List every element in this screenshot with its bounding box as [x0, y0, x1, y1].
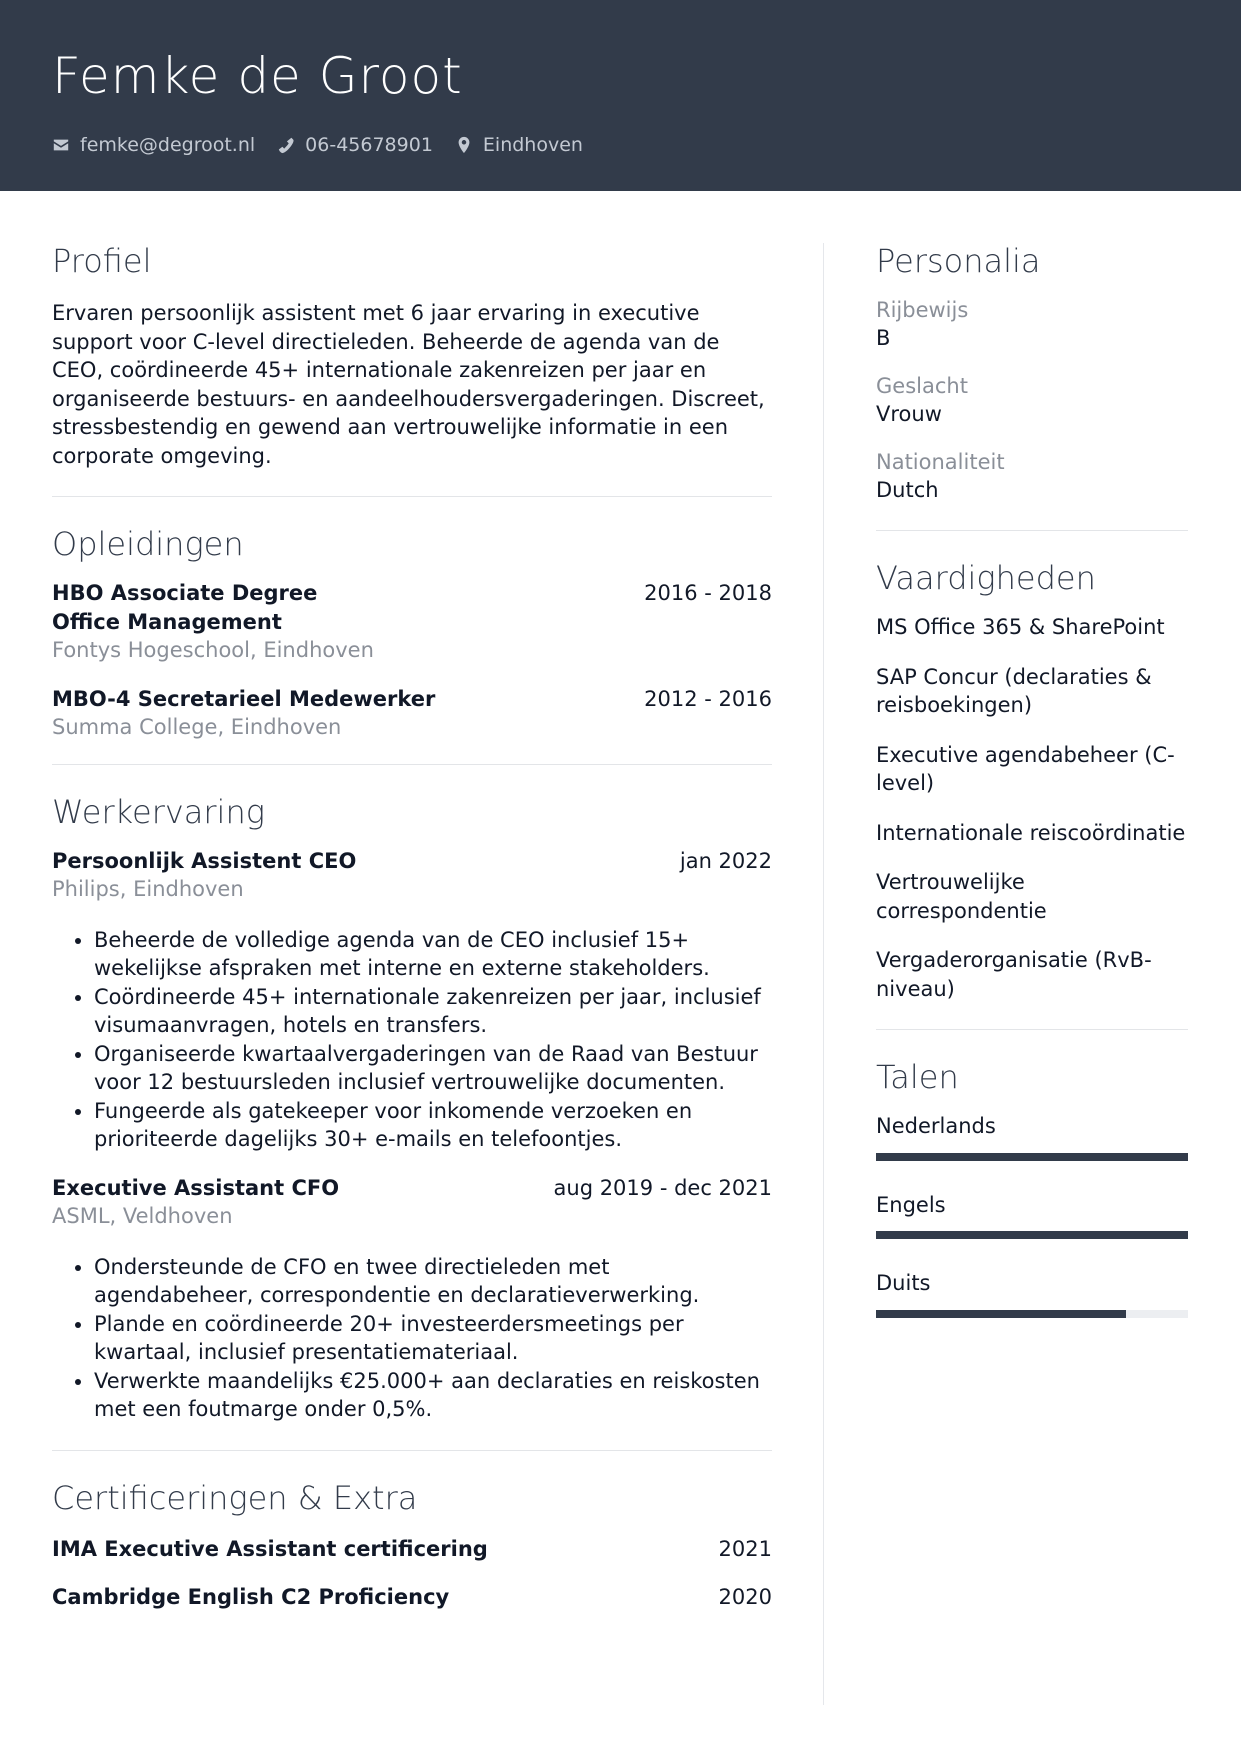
section-divider	[52, 1450, 772, 1451]
section-title-skills: Vaardigheden	[876, 559, 1096, 597]
languages-section	[876, 1054, 1188, 1318]
contact-location	[455, 134, 583, 156]
education-title: HBO Associate Degree Office Management	[52, 581, 318, 634]
certification-item	[52, 1583, 772, 1612]
skill-item: Vergaderorganisatie (RvB-niveau)	[876, 948, 1152, 1001]
location-text: Eindhoven	[482, 134, 583, 156]
section-divider	[52, 764, 772, 765]
personal-value: B	[876, 326, 891, 350]
envelope-icon	[52, 136, 70, 154]
sidebar-column	[876, 238, 1188, 1318]
personal-value: Dutch	[876, 478, 939, 502]
education-school: Fontys Hogeschool, Eindhoven	[52, 638, 374, 662]
bullet-item: • Ondersteunde de CFO en twee directieleden met agendabeheer, correspondentie en declaratieverwerking.	[94, 1253, 772, 1310]
language-level-fill	[876, 1231, 1188, 1239]
bullet-item: • Fungeerde als gatekeeper voor inkomende verzoeken en prioriteerde dagelijks 30+ e-mails en telefoontjes.	[94, 1097, 772, 1154]
skill-item: SAP Concur (declaraties & reisboekingen)	[876, 664, 1152, 717]
certification-date: 2020	[718, 1585, 772, 1609]
education-date: 2012 - 2016	[644, 686, 772, 711]
education-school: Summa College, Eindhoven	[52, 715, 342, 739]
contact-email	[52, 134, 255, 156]
section-divider	[876, 1029, 1188, 1030]
language-item	[876, 1191, 1188, 1240]
experience-section	[52, 789, 772, 1424]
job-company: ASML, Veldhoven	[52, 1204, 233, 1228]
education-title: MBO-4 Secretarieel Medewerker	[52, 686, 436, 711]
map-pin-icon	[455, 136, 473, 154]
section-title-languages: Talen	[876, 1058, 959, 1096]
profile-section	[52, 238, 772, 470]
bullet-item: • Organiseerde kwartaalvergaderingen van de Raad van Bestuur voor 12 bestuursleden inclusief vertrouwelijke documenten.	[94, 1040, 772, 1097]
section-title-experience: Werkervaring	[52, 792, 265, 831]
section-divider	[876, 530, 1188, 531]
phone-text: 06-45678901	[305, 134, 433, 156]
skill-item: Executive agendabeheer (C-level)	[876, 742, 1175, 795]
language-name: Nederlands	[876, 1114, 996, 1138]
certifications-section	[52, 1475, 772, 1612]
personal-label: Rijbewijs	[876, 298, 969, 322]
bullet-item: • Coördineerde 45+ internationale zakenreizen per jaar, inclusief visumaanvragen, hotels en transfers.	[94, 983, 772, 1040]
experience-item	[52, 847, 772, 1154]
certification-title: IMA Executive Assistant certificering	[52, 1536, 488, 1561]
section-title-personal: Personalia	[876, 242, 1041, 280]
bullet-item: • Beheerde de volledige agenda van de CEO inclusief 15+ wekelijkse afspraken met interne en externe stakeholders.	[94, 926, 772, 983]
job-title: Executive Assistant CFO	[52, 1175, 340, 1200]
bullet-item: • Plande en coördineerde 20+ investeerdersmeetings per kwartaal, inclusief presentatiemateriaal.	[94, 1310, 772, 1367]
certification-title: Cambridge English C2 Proficiency	[52, 1585, 450, 1609]
education-date: 2016 - 2018	[644, 581, 772, 605]
language-level-bar	[876, 1231, 1188, 1239]
language-level-bar	[876, 1310, 1188, 1318]
phone-icon	[277, 136, 295, 154]
skill-item: MS Office 365 & SharePoint	[876, 615, 1165, 639]
education-item	[52, 579, 772, 665]
job-date: aug 2019 - dec 2021	[553, 1175, 772, 1200]
candidate-name: Femke de Groot	[52, 47, 463, 105]
profile-text: Ervaren persoonlijk assistent met 6 jaar ervaring in executive support voor C-level directieleden. Beheerde de agenda van de CEO, coördineerde 45+ internationale zakenreizen per jaar en organiseerde bestuurs- en aandeelhoudersvergaderingen. Discreet, stressbestendig en gewend aan vertrouwelijke informatie in een corporate omgeving.	[52, 301, 765, 468]
section-title-certifications: Certificeringen & Extra	[52, 1478, 418, 1517]
contact-info	[52, 134, 1241, 156]
job-bullets	[52, 926, 772, 1154]
language-name: Duits	[876, 1271, 931, 1295]
section-divider	[52, 496, 772, 497]
personal-label: Geslacht	[876, 374, 968, 398]
section-title-profile: Profiel	[52, 242, 152, 280]
personal-item	[876, 372, 1188, 428]
language-level-fill	[876, 1310, 1126, 1318]
job-company: Philips, Eindhoven	[52, 877, 244, 901]
personal-item	[876, 296, 1188, 352]
resume-header	[0, 0, 1241, 191]
skill-item: Internationale reiscoördinatie	[876, 820, 1186, 845]
language-item	[876, 1269, 1188, 1318]
contact-phone	[277, 134, 433, 156]
personal-item	[876, 448, 1188, 504]
education-section	[52, 521, 772, 742]
job-title: Persoonlijk Assistent CEO	[52, 848, 357, 873]
column-divider	[823, 243, 824, 1705]
email-text: femke@degroot.nl	[80, 134, 256, 156]
personal-section	[876, 238, 1188, 504]
skill-item: Vertrouwelijke correspondentie	[876, 870, 1047, 923]
education-item	[52, 685, 772, 742]
language-name: Engels	[876, 1192, 946, 1217]
language-item	[876, 1112, 1188, 1161]
skills-section	[876, 555, 1188, 1003]
job-date: jan 2022	[679, 848, 772, 873]
language-level-bar	[876, 1153, 1188, 1161]
personal-label: Nationaliteit	[876, 450, 1005, 474]
experience-item	[52, 1174, 772, 1424]
section-title-education: Opleidingen	[52, 525, 244, 563]
bullet-item: • Verwerkte maandelijks €25.000+ aan declaraties en reiskosten met een foutmarge onder 0,5%.	[94, 1367, 772, 1424]
language-level-fill	[876, 1153, 1188, 1161]
main-column	[52, 238, 772, 1612]
job-bullets	[52, 1253, 772, 1424]
certification-date: 2021	[718, 1536, 772, 1561]
certification-item	[52, 1535, 772, 1564]
personal-value: Vrouw	[876, 402, 942, 426]
